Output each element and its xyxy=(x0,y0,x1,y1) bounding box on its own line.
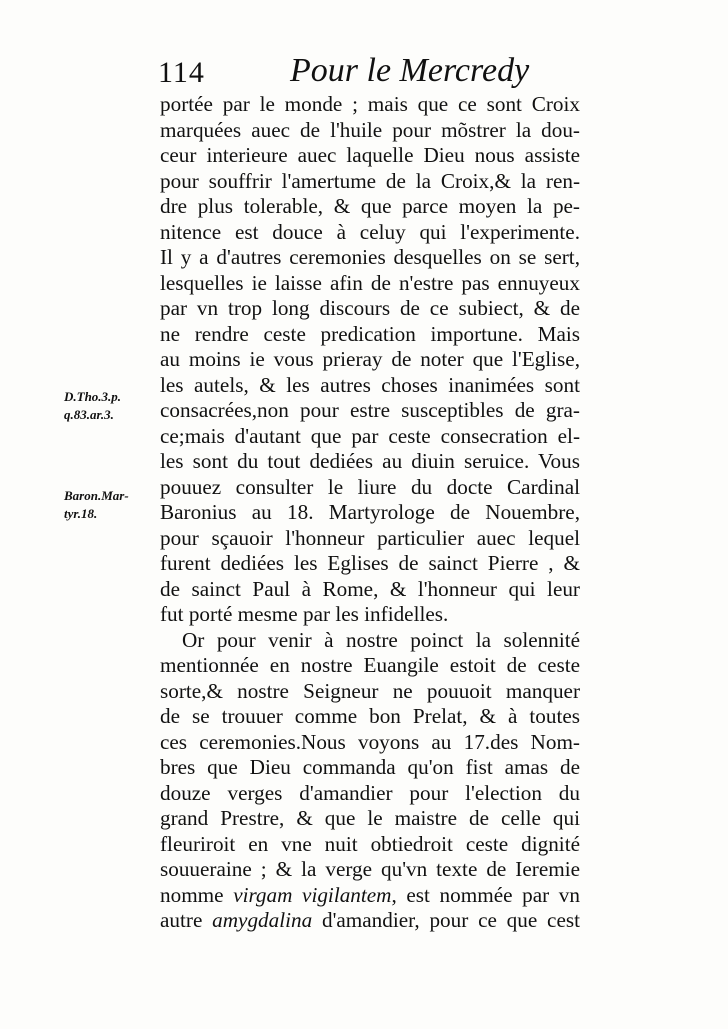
text-line: au moins ie vous prieray de noter que l'Eglise, xyxy=(160,347,580,371)
text-line: consacrées,non pour estre susceptibles de gra- xyxy=(160,398,580,422)
text-line: fut porté mesme par les infidelles. xyxy=(160,602,449,626)
text-line: les sont du tout dediées au diuin seruice. Vous xyxy=(160,449,580,473)
margin-note xyxy=(64,487,129,523)
page-number: 114 xyxy=(158,56,205,89)
text-segment: nomme xyxy=(160,882,234,907)
text-line: douze verges d'amandier pour l'election du xyxy=(160,780,580,805)
text-line: lesquelles ie laisse afin de n'estre pas ennuyeux xyxy=(160,270,580,295)
text-line: de sainct Paul à Rome, & l'honneur qui leur xyxy=(160,576,580,601)
body-text xyxy=(160,92,580,934)
text-line: ces ceremonies.Nous voyons au 17.des Nom- xyxy=(160,729,580,754)
text-line: furent dediées les Eglises de sainct Pierre , & xyxy=(160,551,580,575)
text-line: souueraine ; & la verge qu'vn texte de Ieremie xyxy=(160,857,580,881)
text-line: bres que Dieu commanda qu'on fist amas de xyxy=(160,755,580,779)
text-line: mentionnée en nostre Euangile estoit de ceste xyxy=(160,653,580,677)
text-line: par vn trop long discours de ce subiect, & de xyxy=(160,296,580,320)
text-segment: autre xyxy=(160,908,213,932)
text-line: pour souffrir l'amertume de la Croix,& la ren- xyxy=(160,168,580,193)
text-line: les autels, & les autres choses inanimées sont xyxy=(160,372,580,397)
text-line: grand Prestre, & que le maistre de celle qui xyxy=(160,806,580,830)
margin-note-line: q.83.ar.3. xyxy=(64,407,114,422)
page-header xyxy=(158,52,598,92)
text-line: pouuez consulter le liure du docte Cardinal xyxy=(160,474,580,499)
text-line: Or pour venir à nostre poinct la solennité xyxy=(182,627,580,652)
text-line-with-italic xyxy=(160,908,580,934)
text-line: ne rendre ceste predication importune. Mais xyxy=(160,321,580,346)
text-line: portée par le monde ; mais que ce sont Croix xyxy=(160,92,580,116)
text-line: pour sçauoir l'honneur particulier auec lequel xyxy=(160,525,580,550)
text-line: Il y a d'autres ceremonies desquelles on se sert, xyxy=(160,245,580,269)
text-line: dre plus tolerable, & que parce moyen la pe- xyxy=(160,194,580,218)
margin-note-line: tyr.18. xyxy=(64,506,98,521)
margin-note xyxy=(64,388,121,424)
margin-note-line: Baron.Mar- xyxy=(64,488,129,503)
margin-note-line: D.Tho.3.p. xyxy=(64,389,122,404)
text-segment: , est nommée par vn xyxy=(391,882,580,907)
text-line: nitence est douce à celuy qui l'experimente. xyxy=(160,219,580,244)
text-line: ceur interieure auec laquelle Dieu nous assiste xyxy=(160,143,580,167)
text-line: ce;mais d'autant que par ceste consecration el- xyxy=(160,423,580,448)
text-line: sorte,& nostre Seigneur ne pouuoit manquer xyxy=(160,678,580,703)
text-line: fleuriroit en vne nuit obtiedroit ceste dignité xyxy=(160,831,580,856)
text-segment: d'amandier, pour ce que cest xyxy=(312,908,580,932)
text-line-with-italic xyxy=(160,883,580,909)
text-line: Baronius au 18. Martyrologe de Nouembre, xyxy=(160,500,580,524)
text-line: marquées auec de l'huile pour mõstrer la dou- xyxy=(160,117,580,142)
text-line: de se trouuer comme bon Prelat, & à toutes xyxy=(160,704,580,728)
running-head: Pour le Mercredy xyxy=(290,52,530,89)
italic-phrase: virgam vigilantem xyxy=(233,882,392,907)
italic-word: amygdalina xyxy=(212,908,313,932)
